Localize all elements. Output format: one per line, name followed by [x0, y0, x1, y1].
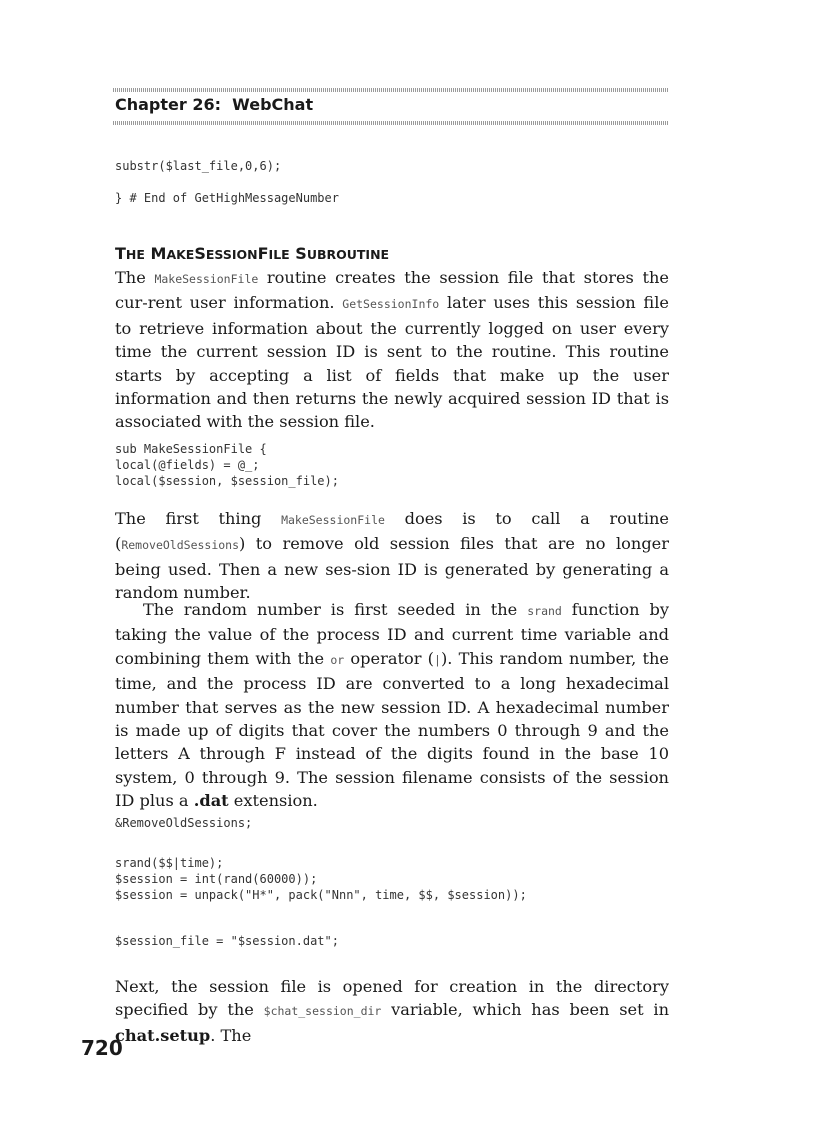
- code-line: $session = unpack("H*", pack("Nnn", time, $$, $session));: [115, 888, 527, 902]
- code-line: local($session, $session_file);: [115, 474, 339, 488]
- code-block-top: [115, 158, 339, 206]
- code-block-remove-old: [115, 815, 252, 831]
- paragraph-2: The first thing MakeSessionFile does is to call a routine (RemoveOldSessions) to remove old session files that are no longer being used. Then a new ses-sion ID is generated by generating a random number.: [115, 509, 669, 603]
- code-line: sub MakeSessionFile {: [115, 442, 267, 456]
- inline-code: srand: [527, 604, 562, 618]
- inline-code: RemoveOldSessions: [121, 538, 240, 553]
- inline-code: $chat_session_dir: [263, 1004, 382, 1019]
- code-block-srand: [115, 855, 527, 903]
- code-line: substr($last_file,0,6);: [115, 159, 282, 173]
- code-line: srand($$|time);: [115, 856, 224, 870]
- page-number: 720: [81, 1036, 123, 1060]
- inline-code: GetSessionInfo: [342, 297, 440, 312]
- paragraph-4: Next, the session file is opened for creation in the directory specified by the $chat_session_dir variable, which has been set in chat.setup. The: [115, 977, 670, 1045]
- paragraph-3: The random number is first seeded in the srand function by taking the value of the process ID and current time variable and combining them with the or operator (|). This random number, the time, and the process ID are converted to a long hexadecimal number that serves as the new session ID. A hexadecimal number is made up of digits that cover the numbers 0 through 9 and the letters A through F instead of the digits found in the base 10 system, 0 through 9. The session filename consists of the session ID plus a .dat extension.: [115, 600, 670, 811]
- header-rule-bottom: [113, 121, 669, 125]
- bold-extension: .dat: [193, 791, 229, 811]
- code-line: [115, 174, 339, 190]
- code-line: local(@fields) = @_;: [115, 458, 260, 472]
- inline-code: MakeSessionFile: [154, 272, 259, 286]
- code-line: &RemoveOldSessions;: [115, 816, 253, 830]
- paragraph-1: The MakeSessionFile routine creates the session file that stores the cur-rent user information. GetSessionInfo later uses this session file to retrieve information about the currently logged on user every time the current session ID is sent to the routine. This routine starts by accepting a list of fields that make up the user information and then returns the newly acquired session ID that is associated with the session file.: [115, 268, 669, 432]
- inline-code: MakeSessionFile: [281, 513, 385, 527]
- chapter-label: Chapter 26:: [115, 95, 222, 114]
- chapter-title: WebChat: [232, 95, 314, 114]
- code-block-make-session-file: [115, 441, 339, 489]
- code-line: $session = int(rand(60000));: [115, 872, 318, 886]
- inline-code: |: [434, 652, 441, 667]
- section-heading: THE MAKESESSIONFILE SUBROUTINE: [115, 244, 390, 263]
- chapter-header: [115, 95, 313, 114]
- code-line: } # End of GetHighMessageNumber: [115, 191, 339, 205]
- code-block-session-file: [115, 933, 339, 949]
- header-rule-top: [113, 88, 669, 92]
- bold-filename: chat.setup: [115, 1025, 211, 1045]
- inline-code: or: [330, 652, 345, 667]
- code-line: $session_file = "$session.dat";: [115, 934, 339, 948]
